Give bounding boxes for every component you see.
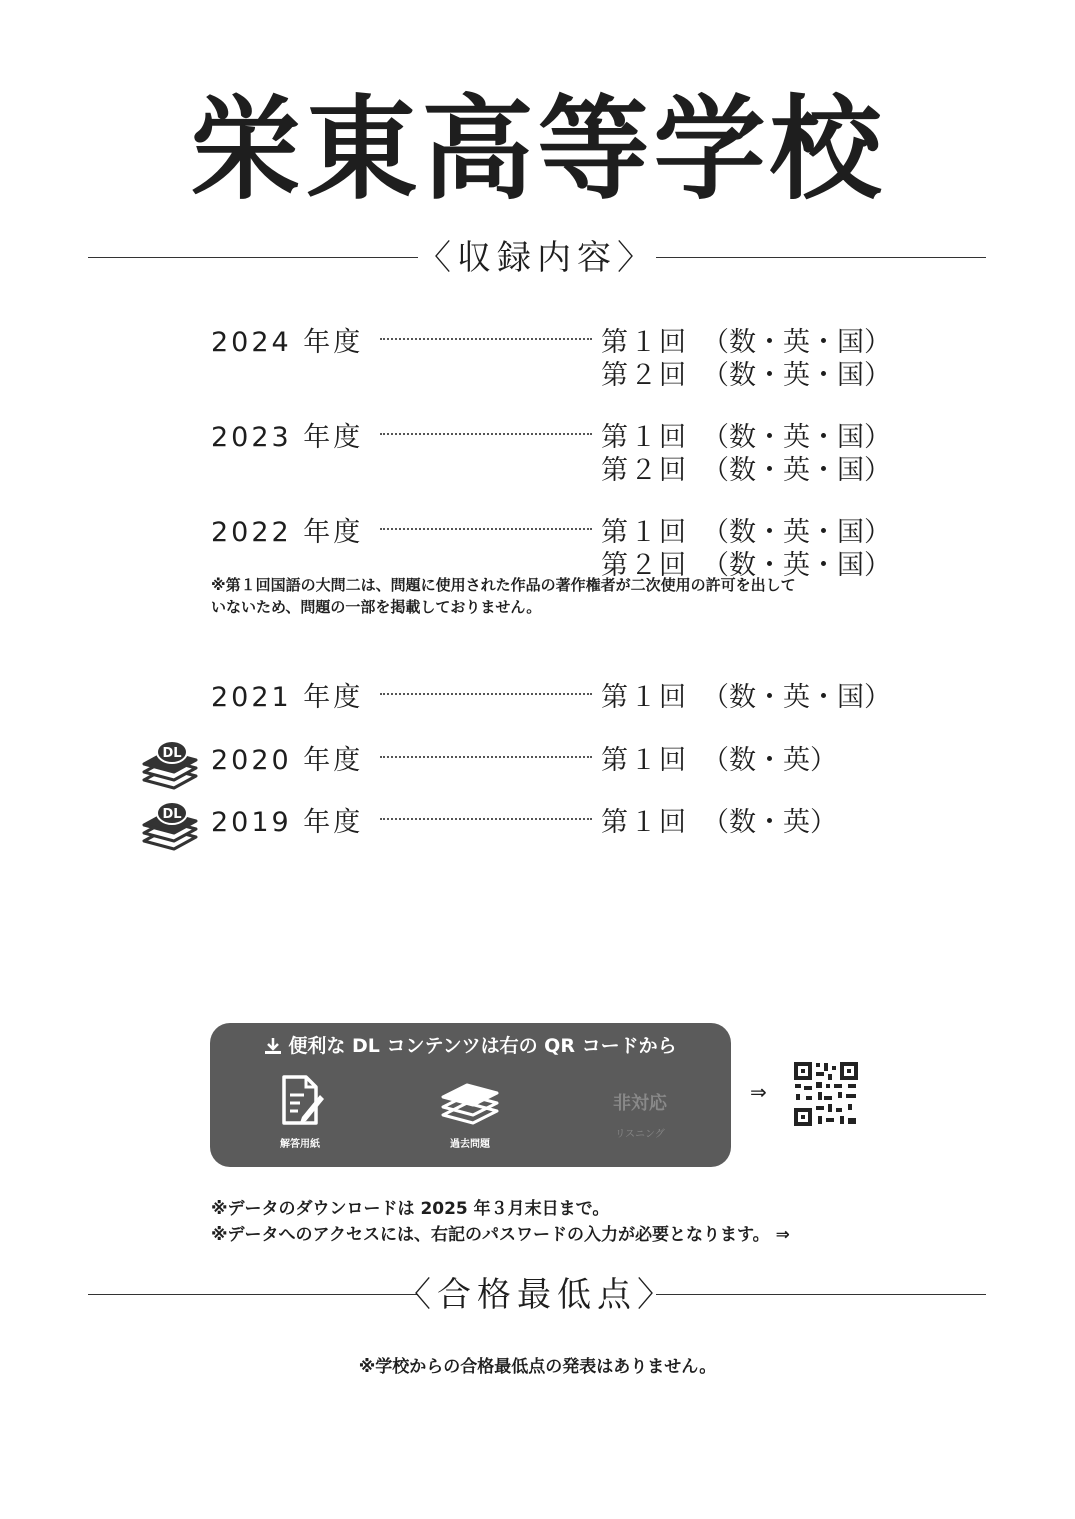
subjects-label: （数・英・国） <box>702 327 891 358</box>
year-row-2021 <box>0 673 1075 713</box>
dl-icon-text: DL <box>162 807 182 822</box>
dl-box-header <box>210 1031 731 1058</box>
year-label: 2023 年度 <box>211 422 364 453</box>
round-label: 第１回 <box>601 807 688 838</box>
arrow-to-qr: ⇒ <box>750 1080 767 1104</box>
year-label: 2022 年度 <box>211 517 364 548</box>
download-deadline-note: ※データのダウンロードは 2025 年３月末日まで。 <box>211 1199 610 1219</box>
contents-heading <box>88 233 986 283</box>
leader-dots <box>380 528 592 530</box>
contents-heading-label: 〈収録内容〉 <box>417 238 657 278</box>
year-row-2024-round2 <box>0 351 1075 391</box>
year-label: 2021 年度 <box>211 682 364 713</box>
heading-rule-right <box>656 257 986 258</box>
listening-status: 非対応 <box>613 1093 667 1114</box>
year-row-2019 <box>0 798 1075 838</box>
round-label: 第２回 <box>601 360 688 391</box>
past-exams-icon <box>439 1073 501 1129</box>
subjects-label: （数・英・国） <box>702 360 891 391</box>
min-score-note: ※学校からの合格最低点の発表はありません。 <box>358 1357 717 1377</box>
year-label: 2020 年度 <box>211 745 364 776</box>
leader-dots <box>380 693 592 695</box>
round-label: 第１回 <box>601 682 688 713</box>
leader-dots <box>380 818 592 820</box>
subjects-label: （数・英・国） <box>702 550 891 581</box>
dl-icon-text: DL <box>162 746 182 761</box>
subjects-label: （数・英） <box>702 807 837 838</box>
round-label: 第１回 <box>601 327 688 358</box>
past-exams-caption: 過去問題 <box>450 1139 490 1150</box>
listening-caption: リスニング <box>615 1129 665 1140</box>
copyright-note <box>211 574 891 618</box>
password-note: ※データへのアクセスには、右記のパスワードの入力が必要となります。 ⇒ <box>211 1225 790 1245</box>
answer-sheet-caption: 解答用紙 <box>280 1139 320 1150</box>
copyright-note-line: ※第１回国語の大問二は、問題に使用された作品の著作権者が二次使用の許可を出して <box>211 576 796 594</box>
year-label: 2024 年度 <box>211 327 364 358</box>
download-icon <box>264 1037 282 1055</box>
dl-content-box <box>210 1023 731 1167</box>
heading-rule-right <box>656 1294 986 1295</box>
subjects-label: （数・英） <box>702 745 837 776</box>
round-label: 第２回 <box>601 455 688 486</box>
round-label: 第１回 <box>601 745 688 776</box>
subjects-label: （数・英・国） <box>702 517 891 548</box>
download-notes <box>211 1196 790 1248</box>
listening-item <box>580 1073 700 1140</box>
subjects-label: （数・英・国） <box>702 455 891 486</box>
year-row-2020 <box>0 736 1075 776</box>
subjects-label: （数・英・国） <box>702 422 891 453</box>
copyright-note-line: いないため、問題の一部を掲載しておりません。 <box>211 598 542 616</box>
min-score-heading <box>88 1270 986 1320</box>
round-label: 第１回 <box>601 422 688 453</box>
answer-sheet-icon <box>274 1073 326 1129</box>
subjects-label: （数・英・国） <box>702 682 891 713</box>
answer-sheet-item <box>240 1073 360 1150</box>
year-row-2023-round2 <box>0 446 1075 486</box>
leader-dots <box>380 338 592 340</box>
qr-code[interactable] <box>792 1060 860 1128</box>
min-score-heading-label: 〈合格最低点〉 <box>397 1275 677 1315</box>
year-label: 2019 年度 <box>211 807 364 838</box>
round-label: 第１回 <box>601 517 688 548</box>
dl-box-header-text: 便利な DL コンテンツは右の QR コードから <box>288 1035 677 1057</box>
past-exams-item <box>410 1073 530 1150</box>
leader-dots <box>380 433 592 435</box>
round-label: 第２回 <box>601 550 688 581</box>
school-title: 栄東高等学校 <box>189 85 886 215</box>
leader-dots <box>380 756 592 758</box>
